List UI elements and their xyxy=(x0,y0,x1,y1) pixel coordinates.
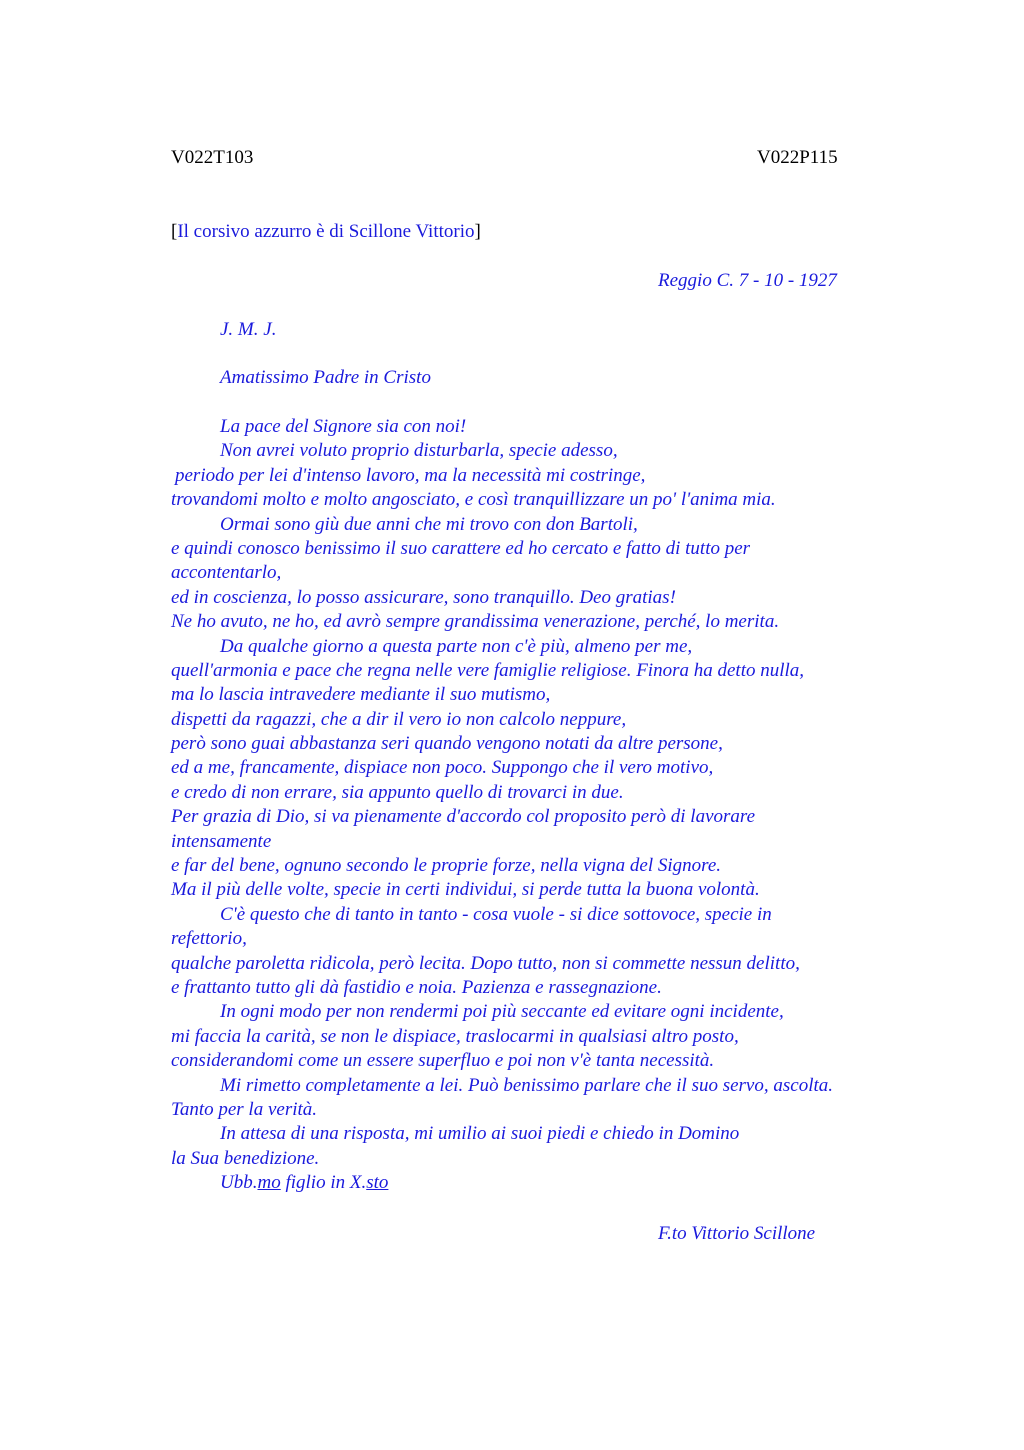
body-line: Per grazia di Dio, si va pienamente d'accordo col proposito però di lavorare xyxy=(171,806,756,828)
body-line: Non avrei voluto proprio disturbarla, specie adesso, xyxy=(220,440,618,462)
body-line: qualche paroletta ridicola, però lecita. Dopo tutto, non si commette nessun delitto, xyxy=(171,952,800,974)
body-line: accontentarlo, xyxy=(171,562,282,584)
body-line: Mi rimetto completamente a lei. Può benissimo parlare che il suo servo, ascolta. xyxy=(220,1074,834,1096)
body-line: e credo di non errare, sia appunto quello di trovarci in due. xyxy=(171,781,624,803)
body-line: Ma il più delle volte, specie in certi individui, si perde tutta la buona volontà. xyxy=(171,879,760,901)
closing-part: figlio in X. xyxy=(280,1172,367,1194)
body-line: trovandomi molto e molto angosciato, e così tranquillizzare un po' l'anima mia. xyxy=(171,489,776,511)
body-line: In attesa di una risposta, mi umilio ai suoi piedi e chiedo in Domino xyxy=(220,1123,740,1145)
body-line: e frattanto tutto gli dà fastidio e noia. Pazienza e rassegnazione. xyxy=(171,976,662,998)
body-line: C'è questo che di tanto in tanto - cosa vuole - si dice sottovoce, specie in xyxy=(220,903,772,925)
note-close-bracket: ] xyxy=(474,221,481,242)
body-line: la Sua benedizione. xyxy=(171,1147,320,1169)
closing-superscript-mo: mo xyxy=(257,1172,281,1194)
body-line: La pace del Signore sia con noi! xyxy=(220,416,467,437)
body-line: Ormai sono giù due anni che mi trovo con don Bartoli, xyxy=(220,513,638,535)
signature: F.to Vittorio Scillone xyxy=(658,1223,816,1244)
body-line: dispetti da ragazzi, che a dir il vero io non calcolo neppure, xyxy=(171,708,627,730)
body-line: mi faccia la carità, se non le dispiace, traslocarmi in qualsiasi altro posto, xyxy=(171,1025,739,1047)
body-line: però sono guai abbastanza seri quando vengono notati da altre persone, xyxy=(171,733,723,755)
body-line: considerandomi come un essere superfluo e poi non v'è tanta necessità. xyxy=(171,1050,715,1072)
closing-superscript-sto: sto xyxy=(366,1172,389,1194)
closing-line xyxy=(171,1171,833,1195)
body-line: Tanto per la verità. xyxy=(171,1098,318,1120)
body-line: e far del bene, ognuno secondo le proprie forze, nella vigna del Signore. xyxy=(171,855,722,877)
body-line: quell'armonia e pace che regna nelle vere famiglie religiose. Finora ha detto nulla, xyxy=(171,659,805,681)
body-line: refettorio, xyxy=(171,928,247,950)
body-line: Ne ho avuto, ne ho, ed avrò sempre grandissima venerazione, perché, lo merita. xyxy=(171,611,780,633)
body-line: ed a me, francamente, dispiace non poco. Suppongo che il vero motivo, xyxy=(171,757,714,779)
header-right-code: V022P115 xyxy=(757,147,838,168)
letter-body xyxy=(171,415,833,1196)
closing-part: Ubb. xyxy=(220,1172,258,1194)
body-line: ed in coscienza, lo posso assicurare, sono tranquillo. Deo gratias! xyxy=(171,586,676,608)
body-line: ma lo lascia intravedere mediante il suo mutismo, xyxy=(171,684,551,706)
note-text: Il corsivo azzurro è di Scillone Vittorio xyxy=(177,221,475,242)
invocation: J. M. J. xyxy=(220,319,277,340)
note-open-bracket: [ xyxy=(171,221,178,242)
body-line: Da qualche giorno a questa parte non c'è più, almeno per me, xyxy=(220,635,693,657)
body-line: periodo per lei d'intenso lavoro, ma la necessità mi costringe, xyxy=(175,464,646,486)
place-date: Reggio C. 7 - 10 - 1927 xyxy=(658,270,837,291)
salutation: Amatissimo Padre in Cristo xyxy=(220,367,431,388)
editorial-note xyxy=(171,220,481,244)
header-left-code: V022T103 xyxy=(171,147,254,168)
body-line: intensamente xyxy=(171,830,272,852)
body-line: e quindi conosco benissimo il suo carattere ed ho cercato e fatto di tutto per xyxy=(171,537,751,559)
body-line: In ogni modo per non rendermi poi più seccante ed evitare ogni incidente, xyxy=(220,1001,784,1023)
